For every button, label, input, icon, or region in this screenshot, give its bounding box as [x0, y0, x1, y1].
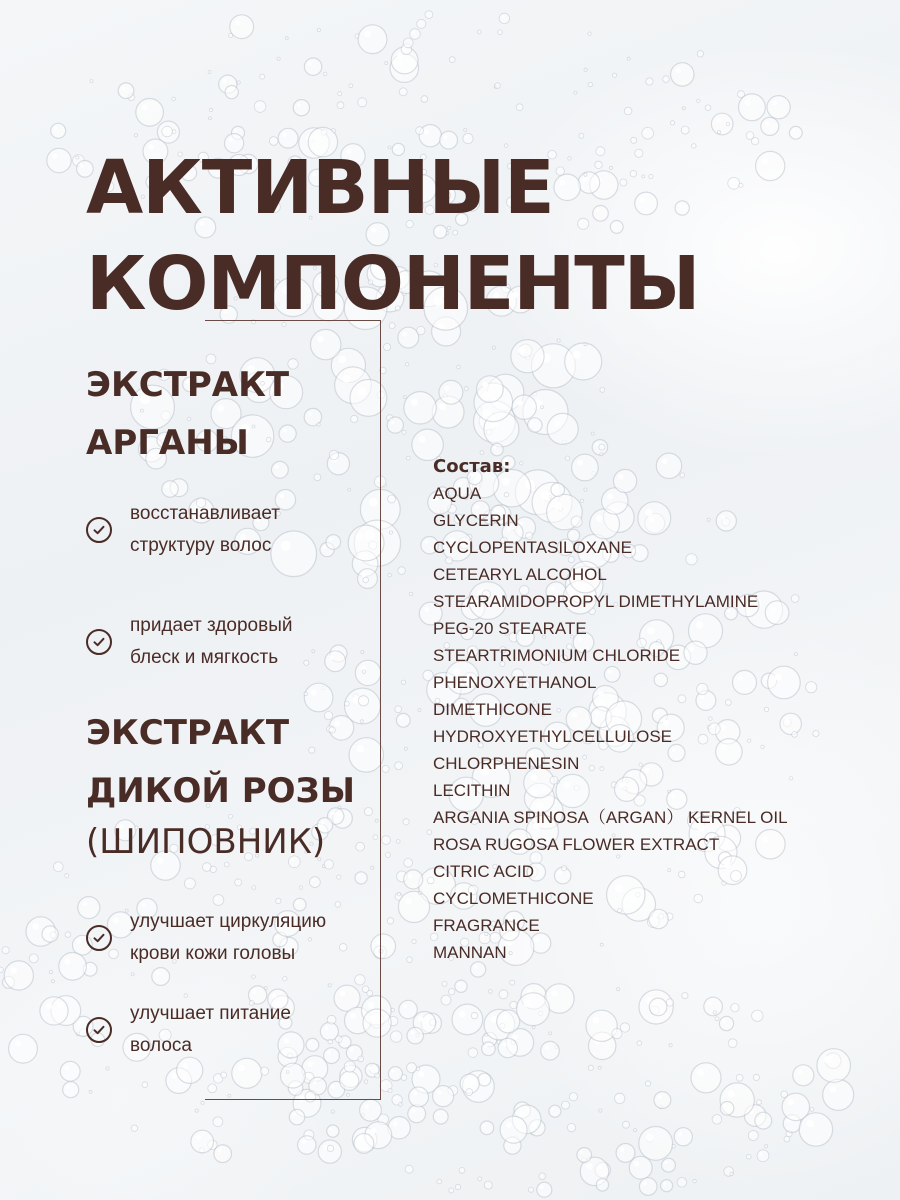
composition-item: PHENOXYETHANOL: [433, 673, 597, 692]
composition-item: MANNAN: [433, 943, 507, 962]
section-title-wild-rose: [86, 704, 355, 820]
composition-item: CITRIC ACID: [433, 862, 535, 881]
composition-item: CETEARYL ALCOHOL: [433, 565, 607, 584]
section-title-line-2: ДИКОЙ РОЗЫ: [86, 771, 355, 811]
composition-item: HYDROXYETHYLCELLULOSE: [433, 727, 673, 746]
check-circle-icon: [86, 629, 112, 655]
benefit-line-2: волоса: [130, 1035, 192, 1056]
benefit-item: [86, 998, 291, 1062]
page-title: [86, 140, 699, 332]
composition-list: [433, 480, 788, 966]
composition-item: ARGANIA SPINOSA（ARGAN） KERNEL OIL: [433, 808, 788, 827]
title-line-2: КОМПОНЕНТЫ: [86, 241, 700, 327]
composition-item: DIMETHICONE: [433, 700, 552, 719]
section-subtitle: (ШИПОВНИК): [86, 822, 326, 862]
benefit-line-2: структуру волос: [130, 535, 272, 556]
benefit-line-1: улучшает циркуляцию: [130, 911, 327, 932]
composition-item: AQUA: [433, 484, 482, 503]
section-title-line-1: ЭКСТРАКТ: [86, 365, 290, 405]
composition-block: [433, 454, 788, 966]
benefit-line-2: блеск и мягкость: [130, 647, 279, 668]
benefit-line-1: восстанавливает: [130, 503, 281, 524]
check-circle-icon: [86, 517, 112, 543]
title-line-1: АКТИВНЫЕ: [86, 145, 554, 231]
composition-item: FRAGRANCE: [433, 916, 540, 935]
benefit-line-2: крови кожи головы: [130, 943, 296, 964]
composition-item: ROSA RUGOSA FLOWER EXTRACT: [433, 835, 720, 854]
check-circle-icon: [86, 925, 112, 951]
section-title-argan: [86, 356, 289, 472]
benefit-line-1: придает здоровый: [130, 615, 293, 636]
composition-item: CHLORPHENESIN: [433, 754, 580, 773]
section-title-line-2: АРГАНЫ: [86, 423, 249, 463]
composition-item: CYCLOPENTASILOXANE: [433, 538, 633, 557]
composition-item: PEG-20 STEARATE: [433, 619, 587, 638]
benefit-line-1: улучшает питание: [130, 1003, 291, 1024]
composition-item: CYCLOMETHICONE: [433, 889, 594, 908]
composition-item: STEARAMIDOPROPYL DIMETHYLAMINE: [433, 592, 759, 611]
composition-item: STEARTRIMONIUM CHLORIDE: [433, 646, 681, 665]
composition-item: GLYCERIN: [433, 511, 519, 530]
benefit-item: [86, 610, 292, 674]
benefit-item: [86, 498, 280, 562]
section-title-line-1: ЭКСТРАКТ: [86, 713, 290, 753]
benefit-item: [86, 906, 326, 970]
composition-item: LECITHIN: [433, 781, 511, 800]
composition-title: Состав:: [433, 456, 511, 477]
check-circle-icon: [86, 1017, 112, 1043]
